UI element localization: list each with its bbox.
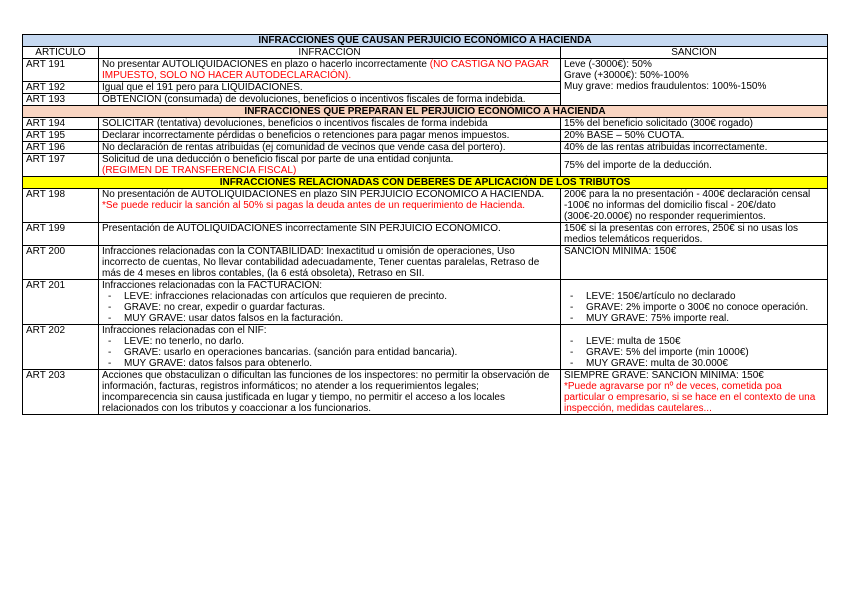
- section-title: INFRACCIONES RELACIONADAS CON DEBERES DE APLICACIÓN DE LOS TRIBUTOS: [23, 177, 828, 189]
- list-item: - GRAVE: 5% del importe (min 1000€): [570, 347, 749, 358]
- art-cell: ART 194: [23, 118, 99, 130]
- table-row: [23, 189, 828, 223]
- sanc-cell: [561, 325, 828, 370]
- section-header-1: [23, 35, 828, 47]
- note: (NO CASTIGA NO PAGAR IMPUESTO, SOLO NO HACER AUTODECLARACIÓN).: [102, 59, 550, 81]
- table-row: [23, 223, 828, 246]
- note: (REGIMEN DE TRANSFERENCIA FISCAL): [102, 165, 297, 176]
- inf-cell: No presentación de AUTOLIQUIDACIONES en plazo SIN PERJUICIO ECONOMICO A HACIENDA. *Se puede reducir la sanción al 50% si pagas la deuda antes de un requerimiento de Hacienda.: [99, 189, 561, 223]
- list-item: - MUY GRAVE: usar datos falsos en la facturación.: [108, 313, 344, 324]
- column-headers: [23, 47, 828, 59]
- inf-cell: Infracciones relacionadas con la CONTABILIDAD: Inexactitud u omisión de operaciones, Uso incorrecto de cuentas, No llevar contabilidad adecuadamente, Tener cuentas paralelas, Retraso de más de 4 meses en libros contables, (la 6 está obsoleta), Retraso en SII.: [99, 246, 561, 280]
- inf-cell: Presentación de AUTOLIQUIDACIONES incorrectamente SIN PERJUICIO ECONOMICO.: [99, 223, 561, 246]
- list-item: - MUY GRAVE: datos falsos para obtenerlo.: [108, 358, 313, 369]
- inf-cell: Solicitud de una deducción o beneficio fiscal por parte de una entidad conjunta. (REGIMEN DE TRANSFERENCIA FISCAL): [99, 154, 561, 177]
- sanc-cell: Leve (-3000€): 50% Grave (+3000€): 50%-100% Muy grave: medios fraudulentos: 100%-150%: [561, 59, 828, 106]
- art-cell: ART 202: [23, 325, 99, 370]
- col-articulo: ARTICULO: [23, 47, 99, 59]
- list-item: - GRAVE: 2% importe o 300€ no conoce operación.: [570, 302, 809, 313]
- art-cell: ART 192: [23, 82, 99, 94]
- sanc-cell: SIEMPRE GRAVE: SANCIÓN MÍNIMA: 150€ *Puede agravarse por nº de veces, cometida poa particular o empresario, si se hace en el contexto de una inspección, medidas cautelares...: [561, 370, 828, 415]
- section-title: INFRACCIONES QUE CAUSAN PERJUICIO ECONÓMICO A HACIENDA: [23, 35, 828, 47]
- art-cell: ART 198: [23, 189, 99, 223]
- art-cell: ART 196: [23, 142, 99, 154]
- art-cell: ART 195: [23, 130, 99, 142]
- table-row: [23, 130, 828, 142]
- col-sancion: SANCIÓN: [561, 47, 828, 59]
- section-header-3: [23, 177, 828, 189]
- inf-cell: OBTENCIÓN (consumada) de devoluciones, beneficios o incentivos fiscales de forma indebida.: [99, 94, 561, 106]
- list-item: - GRAVE: no crear, expedir o guardar facturas.: [108, 302, 326, 313]
- art-cell: ART 201: [23, 280, 99, 325]
- table-row: [23, 154, 828, 177]
- table-row: [23, 246, 828, 280]
- table-row: [23, 280, 828, 325]
- infracciones-table: [22, 34, 828, 415]
- art-cell: ART 197: [23, 154, 99, 177]
- sanc-cell: SANCIÓN MÍNIMA: 150€: [561, 246, 828, 280]
- section-header-2: [23, 106, 828, 118]
- list-item: - MUY GRAVE: 75% importe real.: [570, 313, 730, 324]
- list-item: - LEVE: 150€/artículo no declarado: [570, 291, 736, 302]
- inf-cell: Infracciones relacionadas con la FACTURACIÓN: - LEVE: infracciones relacionadas con artículos que requieren de precinto. - GRAVE: no crear, expedir o guardar facturas. - MUY GRAVE: usar datos falsos en la facturación.: [99, 280, 561, 325]
- sanc-cell: 40% de las rentas atribuidas incorrectamente.: [561, 142, 828, 154]
- inf-cell: No presentar AUTOLIQUIDACIONES en plazo o hacerlo incorrectamente (NO CASTIGA NO PAGAR IMPUESTO, SOLO NO HACER AUTODECLARACIÓN).: [99, 59, 561, 82]
- sanc-cell: 75% del importe de la deducción.: [561, 154, 828, 177]
- section-title: INFRACCIONES QUE PREPARAN EL PERJUICIO ECONÓMICO A HACIENDA: [23, 106, 828, 118]
- list-item: - LEVE: infracciones relacionadas con artículos que requieren de precinto.: [108, 291, 447, 302]
- note: *Puede agravarse por nº de veces, cometida poa particular o empresario, si se hace en el contexto de una inspección, medidas cautelares...: [564, 381, 816, 414]
- sanc-cell: 15% del beneficio solicitado (300€ rogado): [561, 118, 828, 130]
- note: *Se puede reducir la sanción al 50% si pagas la deuda antes de un requerimiento de Hacienda.: [102, 200, 526, 211]
- sanc-cell: 200€ para la no presentación - 400€ declaración censal -100€ no informas del domicilio fiscal - 20€/dato (300€-20.000€) no responder requerimientos.: [561, 189, 828, 223]
- inf-cell: No declaración de rentas atribuidas (ej comunidad de vecinos que vende casa del portero).: [99, 142, 561, 154]
- list-item: - GRAVE: usarlo en operaciones bancarias. (sanción para entidad bancaria).: [108, 347, 458, 358]
- inf-cell: Acciones que obstaculizan o dificultan las funciones de los inspectores: no permitir la observación de información, facturas, registros informáticos; no atender a los requerimientos legales; incomparecencia sin causa justificada en lugar y tiempo, no permitir el acceso a los locales relacionados con los tributos y coaccionar a los funcionarios.: [99, 370, 561, 415]
- art-cell: ART 203: [23, 370, 99, 415]
- list-item: - LEVE: no tenerlo, no darlo.: [108, 336, 245, 347]
- list-item: - LEVE: multa de 150€: [570, 336, 681, 347]
- table-row: [23, 118, 828, 130]
- col-infraccion: INFRACCIÓN: [99, 47, 561, 59]
- inf-cell: Infracciones relacionadas con el NIF: - LEVE: no tenerlo, no darlo. - GRAVE: usarlo en operaciones bancarias. (sanción para entidad bancaria). - MUY GRAVE: datos falsos para obtenerlo.: [99, 325, 561, 370]
- sanc-cell: 20% BASE – 50% CUOTA.: [561, 130, 828, 142]
- inf-cell: Igual que el 191 pero para LIQUIDACIONES.: [99, 82, 561, 94]
- table-row: [23, 370, 828, 415]
- sanc-cell: [561, 280, 828, 325]
- table-row: [23, 325, 828, 370]
- art-cell: ART 199: [23, 223, 99, 246]
- table-row: [23, 59, 828, 82]
- sanc-cell: 150€ si la presentas con errores, 250€ si no usas los medios telemáticos requeridos.: [561, 223, 828, 246]
- art-cell: ART 200: [23, 246, 99, 280]
- art-cell: ART 193: [23, 94, 99, 106]
- list-item: - MUY GRAVE: multa de 30.000€: [570, 358, 728, 369]
- inf-cell: Declarar incorrectamente pérdidas o beneficios o retenciones para pagar menos impuestos.: [99, 130, 561, 142]
- art-cell: ART 191: [23, 59, 99, 82]
- table-row: [23, 142, 828, 154]
- inf-cell: SOLICITAR (tentativa) devoluciones, beneficios o incentivos fiscales de forma indebida: [99, 118, 561, 130]
